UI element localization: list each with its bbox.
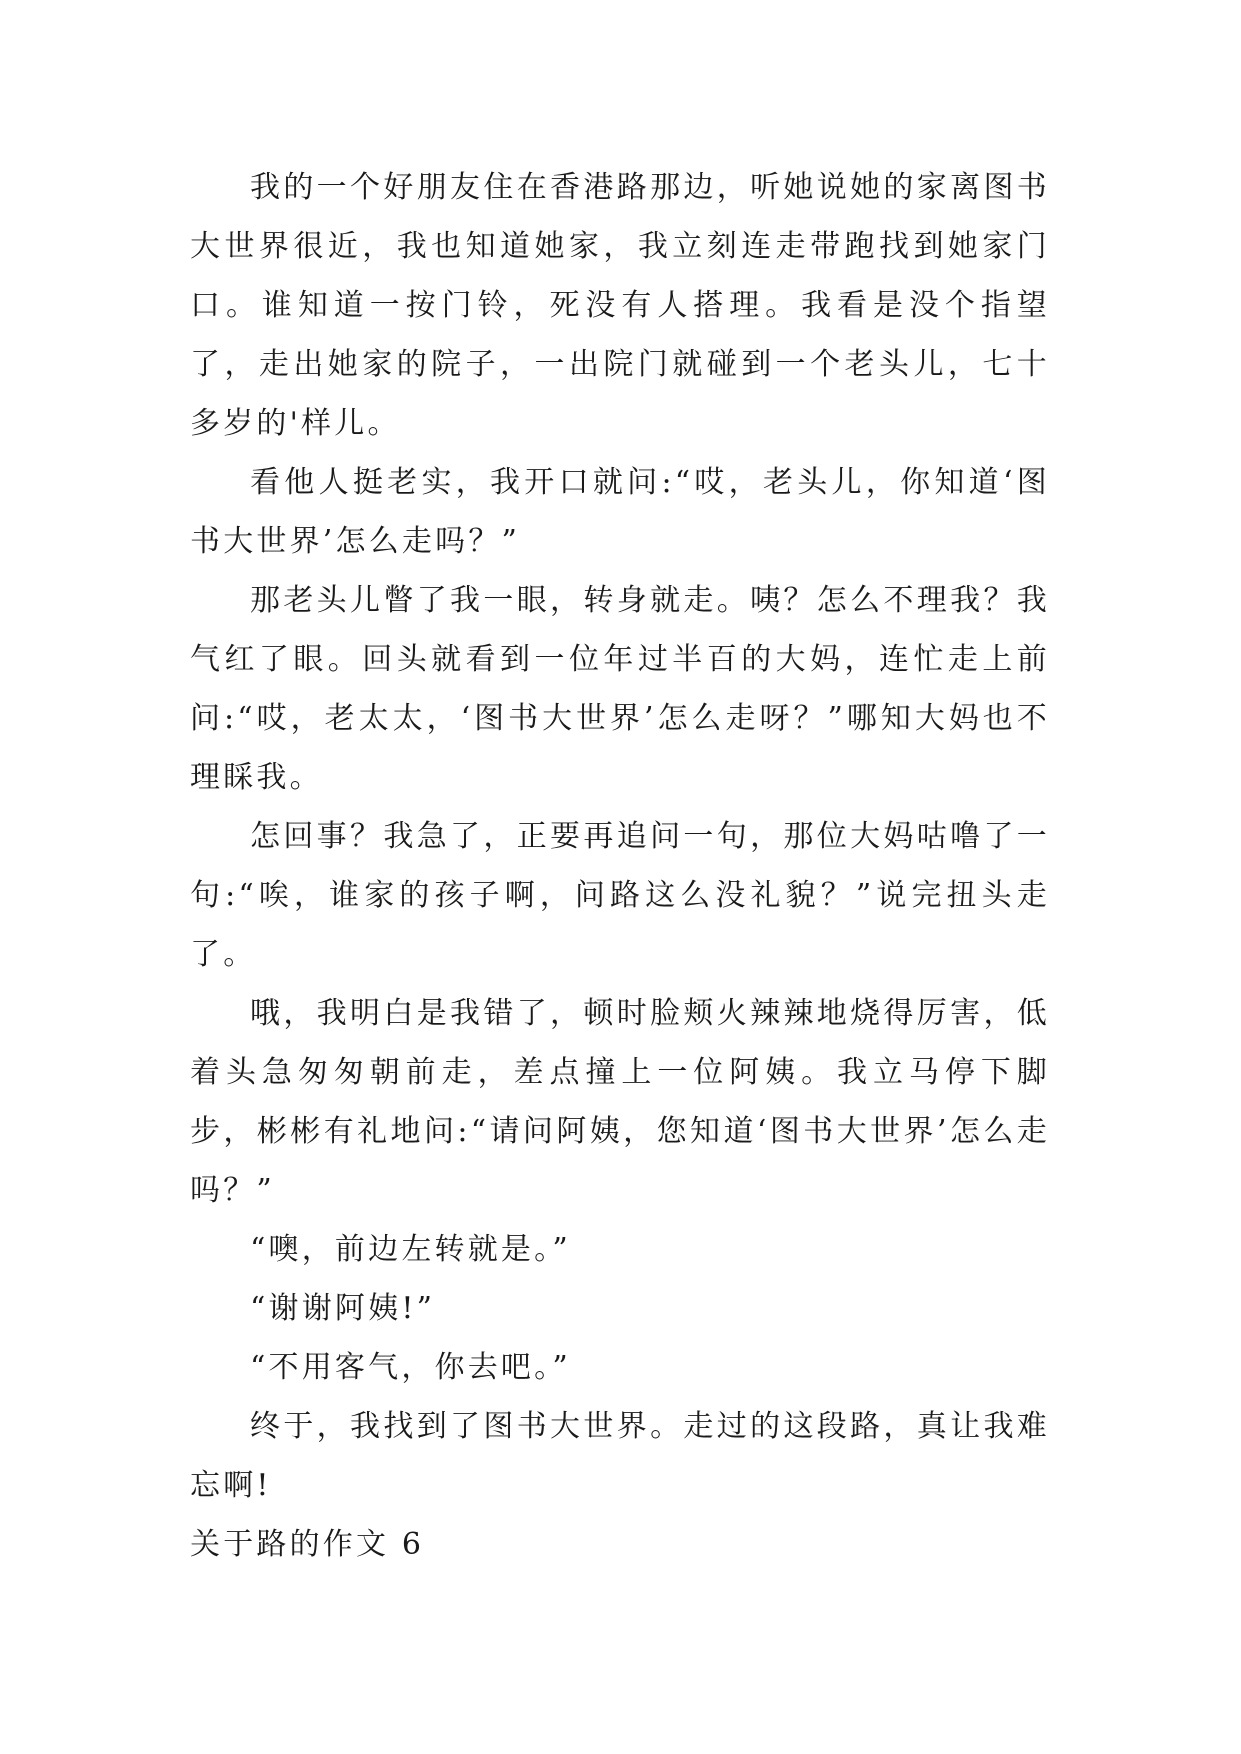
essay-body xyxy=(190,158,1050,1574)
paragraph-7: “谢谢阿姨!” xyxy=(250,1291,436,1326)
paragraph-5: 哦，我明白是我错了，顿时脸颊火辣辣地烧得厉害，低着头急匆匆朝前走，差点撞上一位阿姨。我立马停下脚步，彬彬有礼地问:“请问阿姨，您知道‘图书大世界’怎么走吗？” xyxy=(190,996,1050,1208)
paragraph-4: 怎回事？我急了，正要再追问一句，那位大妈咕噜了一句:“唉，谁家的孩子啊，问路这么没礼貌？”说完扭头走了。 xyxy=(190,819,1050,972)
paragraph-8: “不用客气，你去吧。” xyxy=(250,1350,571,1385)
essay-heading: 关于路的作文 6 xyxy=(190,1527,425,1562)
paragraph-9: 终于，我找到了图书大世界。走过的这段路，真让我难忘啊! xyxy=(190,1409,1050,1503)
paragraph-2: 看他人挺老实，我开口就问:“哎，老头儿，你知道‘图书大世界’怎么走吗？” xyxy=(190,465,1050,559)
paragraph-6: “噢，前边左转就是。” xyxy=(250,1232,571,1267)
paragraph-1: 我的一个好朋友住在香港路那边，听她说她的家离图书大世界很近，我也知道她家，我立刻连走带跑找到她家门口。谁知道一按门铃，死没有人搭理。我看是没个指望了，走出她家的院子，一出院门就碰到一个老头儿，七十多岁的'样儿。 xyxy=(190,170,1050,441)
paragraph-3: 那老头儿瞥了我一眼，转身就走。咦？怎么不理我？我气红了眼。回头就看到一位年过半百的大妈，连忙走上前问:“哎，老太太，‘图书大世界’怎么走呀？”哪知大妈也不理睬我。 xyxy=(190,583,1050,795)
